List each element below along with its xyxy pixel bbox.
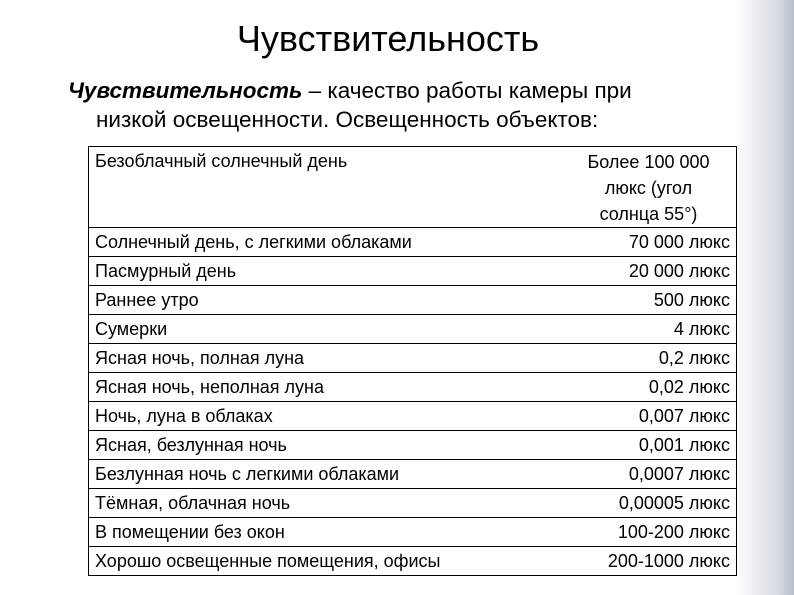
- condition-cell: Тёмная, облачная ночь: [89, 489, 562, 518]
- condition-cell: Ясная, безлунная ночь: [89, 431, 562, 460]
- table-row: [89, 402, 737, 431]
- intro-paragraph: [68, 76, 728, 134]
- value-cell: 0,00005 люкс: [561, 489, 737, 518]
- value-cell: 0,007 люкс: [561, 402, 737, 431]
- value-line: солнца 55°): [599, 204, 698, 224]
- intro-line1: – качество работы камеры при: [302, 78, 632, 103]
- value-cell: 0,2 люкс: [561, 344, 737, 373]
- value-cell: 200-1000 люкс: [561, 547, 737, 576]
- value-cell: 0,001 люкс: [561, 431, 737, 460]
- table-row: [89, 518, 737, 547]
- slide-title-text: Чувствительность: [236, 18, 540, 59]
- value-cell: 500 люкс: [561, 286, 737, 315]
- table-row: [89, 257, 737, 286]
- condition-cell: Солнечный день, с легкими облаками: [89, 228, 562, 257]
- condition-cell: Ночь, луна в облаках: [89, 402, 562, 431]
- value-cell: [561, 147, 737, 228]
- intro-line2: низкой освещенности. Освещенность объектов:: [96, 107, 599, 132]
- table-row: [89, 489, 737, 518]
- condition-cell: Хорошо освещенные помещения, офисы: [89, 547, 562, 576]
- table-row: [89, 344, 737, 373]
- condition-cell: Безлунная ночь с легкими облаками: [89, 460, 562, 489]
- table-row: [89, 147, 737, 228]
- value-cell: 70 000 люкс: [561, 228, 737, 257]
- condition-cell: Безоблачный солнечный день: [89, 147, 562, 228]
- table-row: [89, 431, 737, 460]
- table-row: [89, 286, 737, 315]
- value-cell: 100-200 люкс: [561, 518, 737, 547]
- table-row: [89, 460, 737, 489]
- value-cell: 0,02 люкс: [561, 373, 737, 402]
- value-line: Более 100 000: [587, 152, 710, 172]
- condition-cell: Пасмурный день: [89, 257, 562, 286]
- condition-cell: В помещении без окон: [89, 518, 562, 547]
- value-line: люкс (угол: [604, 178, 693, 198]
- value-cell: 0,0007 люкс: [561, 460, 737, 489]
- table-row: [89, 373, 737, 402]
- value-cell: 4 люкс: [561, 315, 737, 344]
- edge-gradient: [734, 0, 794, 595]
- condition-cell: Ясная ночь, полная луна: [89, 344, 562, 373]
- illuminance-table: [88, 146, 737, 576]
- intro-term: Чувствительность: [68, 78, 303, 103]
- table-row: [89, 547, 737, 576]
- table-row: [89, 315, 737, 344]
- condition-cell: Раннее утро: [89, 286, 562, 315]
- value-cell: 20 000 люкс: [561, 257, 737, 286]
- slide-title: [0, 18, 794, 60]
- table-row: [89, 228, 737, 257]
- condition-cell: Ясная ночь, неполная луна: [89, 373, 562, 402]
- condition-cell: Сумерки: [89, 315, 562, 344]
